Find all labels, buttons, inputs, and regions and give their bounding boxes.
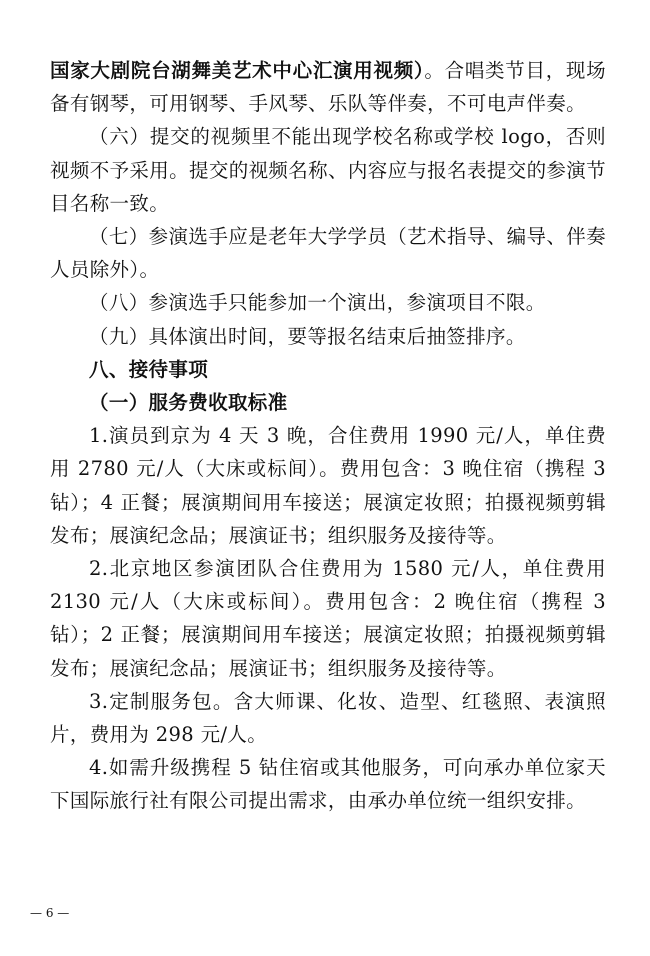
fee-item-1: 1.演员到京为 4 天 3 晚，合住费用 1990 元/人，单住费用 2780 元/人（大床或标间）。费用包含：3 晚住宿（携程 3 钻）；4 正餐；展演期间用车接送；展演定妆照；拍摄视频剪辑发布；展演纪念品；展演证书；组织服务及接待等。 [50,424,606,547]
section-heading-reception: 八、接待事项 [89,357,209,381]
venue-bold-text: 国家大剧院台湖舞美艺术中心汇演用视频） [50,59,425,82]
paragraph-video-venue [50,54,606,120]
fee-item-2: 2.北京地区参演团队合住费用为 1580 元/人，单住费用 2130 元/人（大床或标间）。费用包含：2 晚住宿（携程 3 钻）；2 正餐；展演期间用车接送；展演定妆照；拍摄视频剪辑发布；展演纪念品；展演证书；组织服务及接待等。 [50,557,606,680]
document-body [50,54,606,818]
choir-accompaniment-text: 。合唱类节目，现场备有钢琴，可用钢琴、手风琴、乐队等伴奏，不可电声伴奏。 [50,59,607,116]
paragraph-rule-eight: （八）参演选手只能参加一个演出，参演项目不限。 [89,291,546,315]
paragraph-rule-nine: （九）具体演出时间，要等报名结束后抽签排序。 [89,324,526,348]
fee-item-3: 3.定制服务包。含大师课、化妆、造型、红毯照、表演照片，费用为 298 元/人。 [50,689,606,747]
paragraph-rule-six: （六）提交的视频里不能出现学校名称或学校 logo，否则视频不予采用。提交的视频名称、内容应与报名表提交的参演节目名称一致。 [50,125,606,215]
page-number: — 6 — [30,906,70,920]
subheading-service-fee: （一）服务费收取标准 [89,391,288,415]
paragraph-rule-seven: （七）参演选手应是老年大学学员（艺术指导、编导、伴奏人员除外）。 [50,225,606,282]
fee-item-4: 4.如需升级携程 5 钻住宿或其他服务，可向承办单位家天下国际旅行社有限公司提出需求，由承办单位统一组织安排。 [50,756,606,813]
